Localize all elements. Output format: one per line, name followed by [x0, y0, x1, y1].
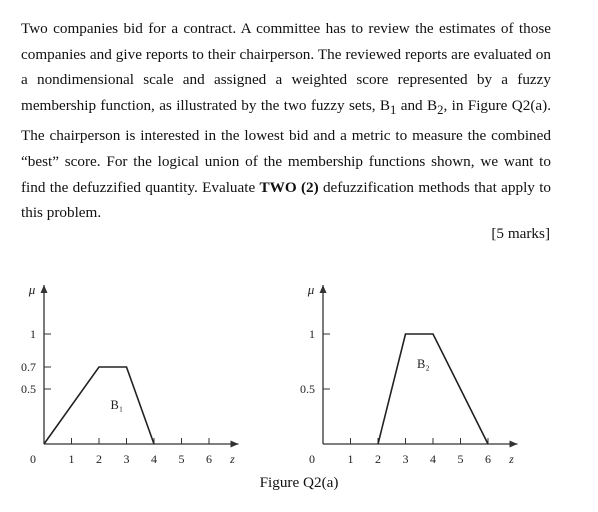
question-text-part-2: and B	[396, 96, 438, 114]
plot-1-x-tick-label: 3	[123, 452, 130, 466]
bold-emphasis: TWO (2)	[259, 178, 319, 196]
plot-2-x-tick-label: 4	[430, 452, 436, 466]
plot-2-y-tick-label: 1	[309, 327, 315, 341]
plot-1-series-label: B₁	[110, 398, 124, 412]
question-text-part-1: Two companies bid for a contract. A committee has to review the estimates of those companies and give reports to their chairperson. The reviewed reports are evaluated on a nondimensional scale and assigned a weighted score represented by a fuzzy membership function, as illustrated by the two fuzzy sets, B	[21, 20, 551, 114]
plot-2-x-tick-label: 1	[347, 452, 354, 466]
plot-1-x-tick-label: 5	[178, 452, 185, 466]
plot-1-y-tick-label: 0.5	[21, 382, 36, 396]
plot-1-membership-line	[44, 367, 154, 444]
question-text-part-4: defuzzification methods that apply to this problem.	[21, 178, 552, 222]
plot-2-y-axis-label: μ	[307, 282, 315, 297]
plot-1-y-tick-label: 1	[30, 327, 36, 341]
plot-1-y-axis-arrow	[41, 285, 48, 293]
plot-2-x-axis-label: z	[509, 452, 514, 466]
plot-2-series-label: B₂	[417, 357, 430, 371]
plot-2-x-tick-label: 2	[375, 452, 381, 466]
plot-1-x-tick-label: 6	[206, 452, 212, 466]
subscript-1: 1	[390, 102, 397, 117]
plot-1-x-tick-label: 4	[151, 452, 157, 466]
plot-2-y-axis-arrow	[320, 285, 327, 293]
plot-2-x-tick-label: 5	[457, 452, 464, 466]
plot-2-x-tick-label: 0	[309, 452, 315, 466]
plot-1-x-tick-label: 2	[96, 452, 102, 466]
plot-2-x-tick-label: 6	[485, 452, 491, 466]
plot-1-x-tick-label: 1	[68, 452, 75, 466]
plot-1-x-axis-label: z	[230, 452, 235, 466]
question-text-part-3: , in Figure Q2(a). The chairperson is interested in the lowest bid and a metric to measure the combined “best” score. For the logical union of the membership functions shown, we want to find the defuzzified quantity. Evaluate	[21, 96, 551, 196]
plot-2-x-tick-label: 3	[402, 452, 409, 466]
figure-caption: Figure Q2(a)	[259, 474, 339, 491]
plot-2-x-axis-arrow	[510, 441, 518, 448]
plot-1-x-axis-arrow	[231, 441, 239, 448]
plot-2-y-tick-label: 0.5	[300, 382, 315, 396]
plot-2-membership-line	[378, 334, 488, 444]
plot-1-x-tick-label: 0	[30, 452, 36, 466]
marks-label: [5 marks]	[491, 225, 550, 242]
subscript-2: 2	[437, 102, 444, 117]
plot-1-y-axis-label: μ	[28, 282, 36, 297]
plot-1-y-tick-label: 0.7	[21, 360, 36, 374]
